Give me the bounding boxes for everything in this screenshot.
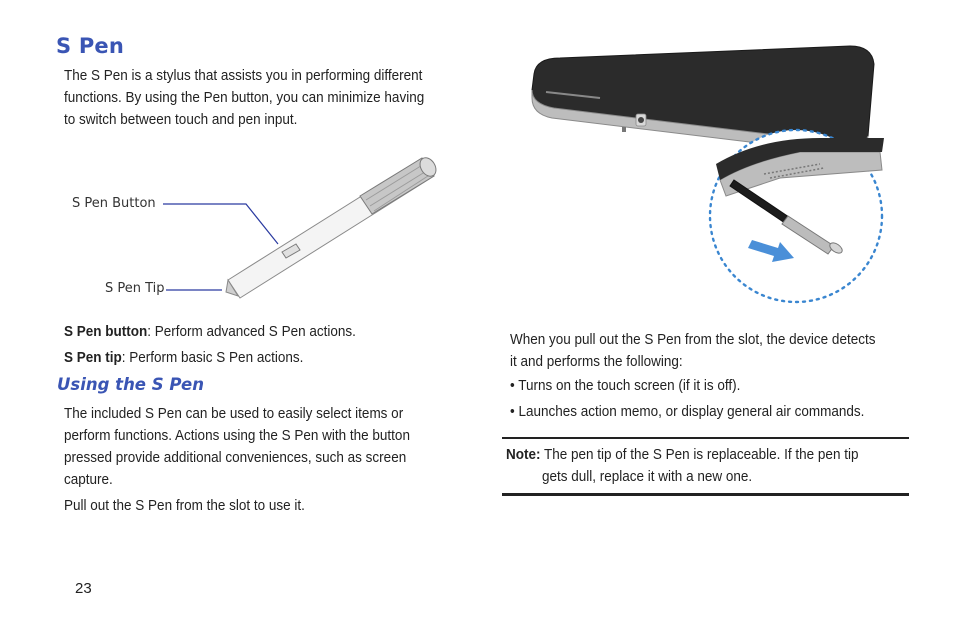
bullet-item bbox=[510, 375, 740, 397]
usage-line: pressed provide additional conveniences, such as screen bbox=[64, 449, 407, 466]
tablet-illustration bbox=[520, 40, 900, 315]
usage-line: perform functions. Actions using the S Pen with the button bbox=[64, 427, 410, 444]
intro-line: functions. By using the Pen button, you can minimize having bbox=[64, 89, 425, 106]
page-number: 23 bbox=[75, 580, 92, 597]
pull-out-text: Pull out the S Pen from the slot to use it. bbox=[64, 497, 305, 514]
bullet-glyph: • bbox=[510, 377, 515, 394]
usage-paragraph bbox=[64, 403, 410, 491]
s-pen-tip-label: S Pen Tip bbox=[105, 281, 165, 296]
detect-line: When you pull out the S Pen from the slot, the device detects bbox=[510, 331, 876, 348]
page-title: S Pen bbox=[56, 34, 125, 58]
definition-term: S Pen button bbox=[64, 323, 148, 340]
intro-paragraph bbox=[64, 65, 424, 131]
definition-s-pen-tip bbox=[64, 347, 303, 369]
detect-line: it and performs the following: bbox=[510, 353, 683, 370]
definition-term: S Pen tip bbox=[64, 349, 122, 366]
note-bottom-rule bbox=[502, 493, 909, 496]
subsection-title: Using the S Pen bbox=[57, 375, 204, 394]
usage-line: capture. bbox=[64, 471, 113, 488]
detect-paragraph bbox=[510, 329, 875, 373]
intro-line: to switch between touch and pen input. bbox=[64, 111, 298, 128]
intro-line: The S Pen is a stylus that assists you in performing different bbox=[64, 67, 423, 84]
definition-text: : Perform basic S Pen actions. bbox=[121, 349, 304, 366]
note-text: The pen tip of the S Pen is replaceable. If the pen tip bbox=[540, 446, 859, 463]
definition-s-pen-button bbox=[64, 321, 356, 343]
s-pen-body bbox=[226, 155, 439, 298]
note-top-rule bbox=[502, 437, 909, 439]
bullet-item bbox=[510, 401, 864, 423]
s-pen-button-label: S Pen Button bbox=[72, 196, 156, 211]
note-line: gets dull, replace it with a new one. bbox=[542, 468, 753, 485]
note-line bbox=[506, 444, 858, 466]
usage-line: The included S Pen can be used to easily select items or bbox=[64, 405, 404, 422]
definition-text: : Perform advanced S Pen actions. bbox=[147, 323, 356, 340]
note-label: Note: bbox=[506, 446, 541, 463]
bullet-text: Launches action memo, or display general air commands. bbox=[518, 403, 865, 420]
bullet-glyph: • bbox=[510, 403, 515, 420]
bullet-text: Turns on the touch screen (if it is off). bbox=[518, 377, 741, 394]
callout-line-button bbox=[163, 204, 278, 244]
note-box bbox=[506, 444, 858, 488]
